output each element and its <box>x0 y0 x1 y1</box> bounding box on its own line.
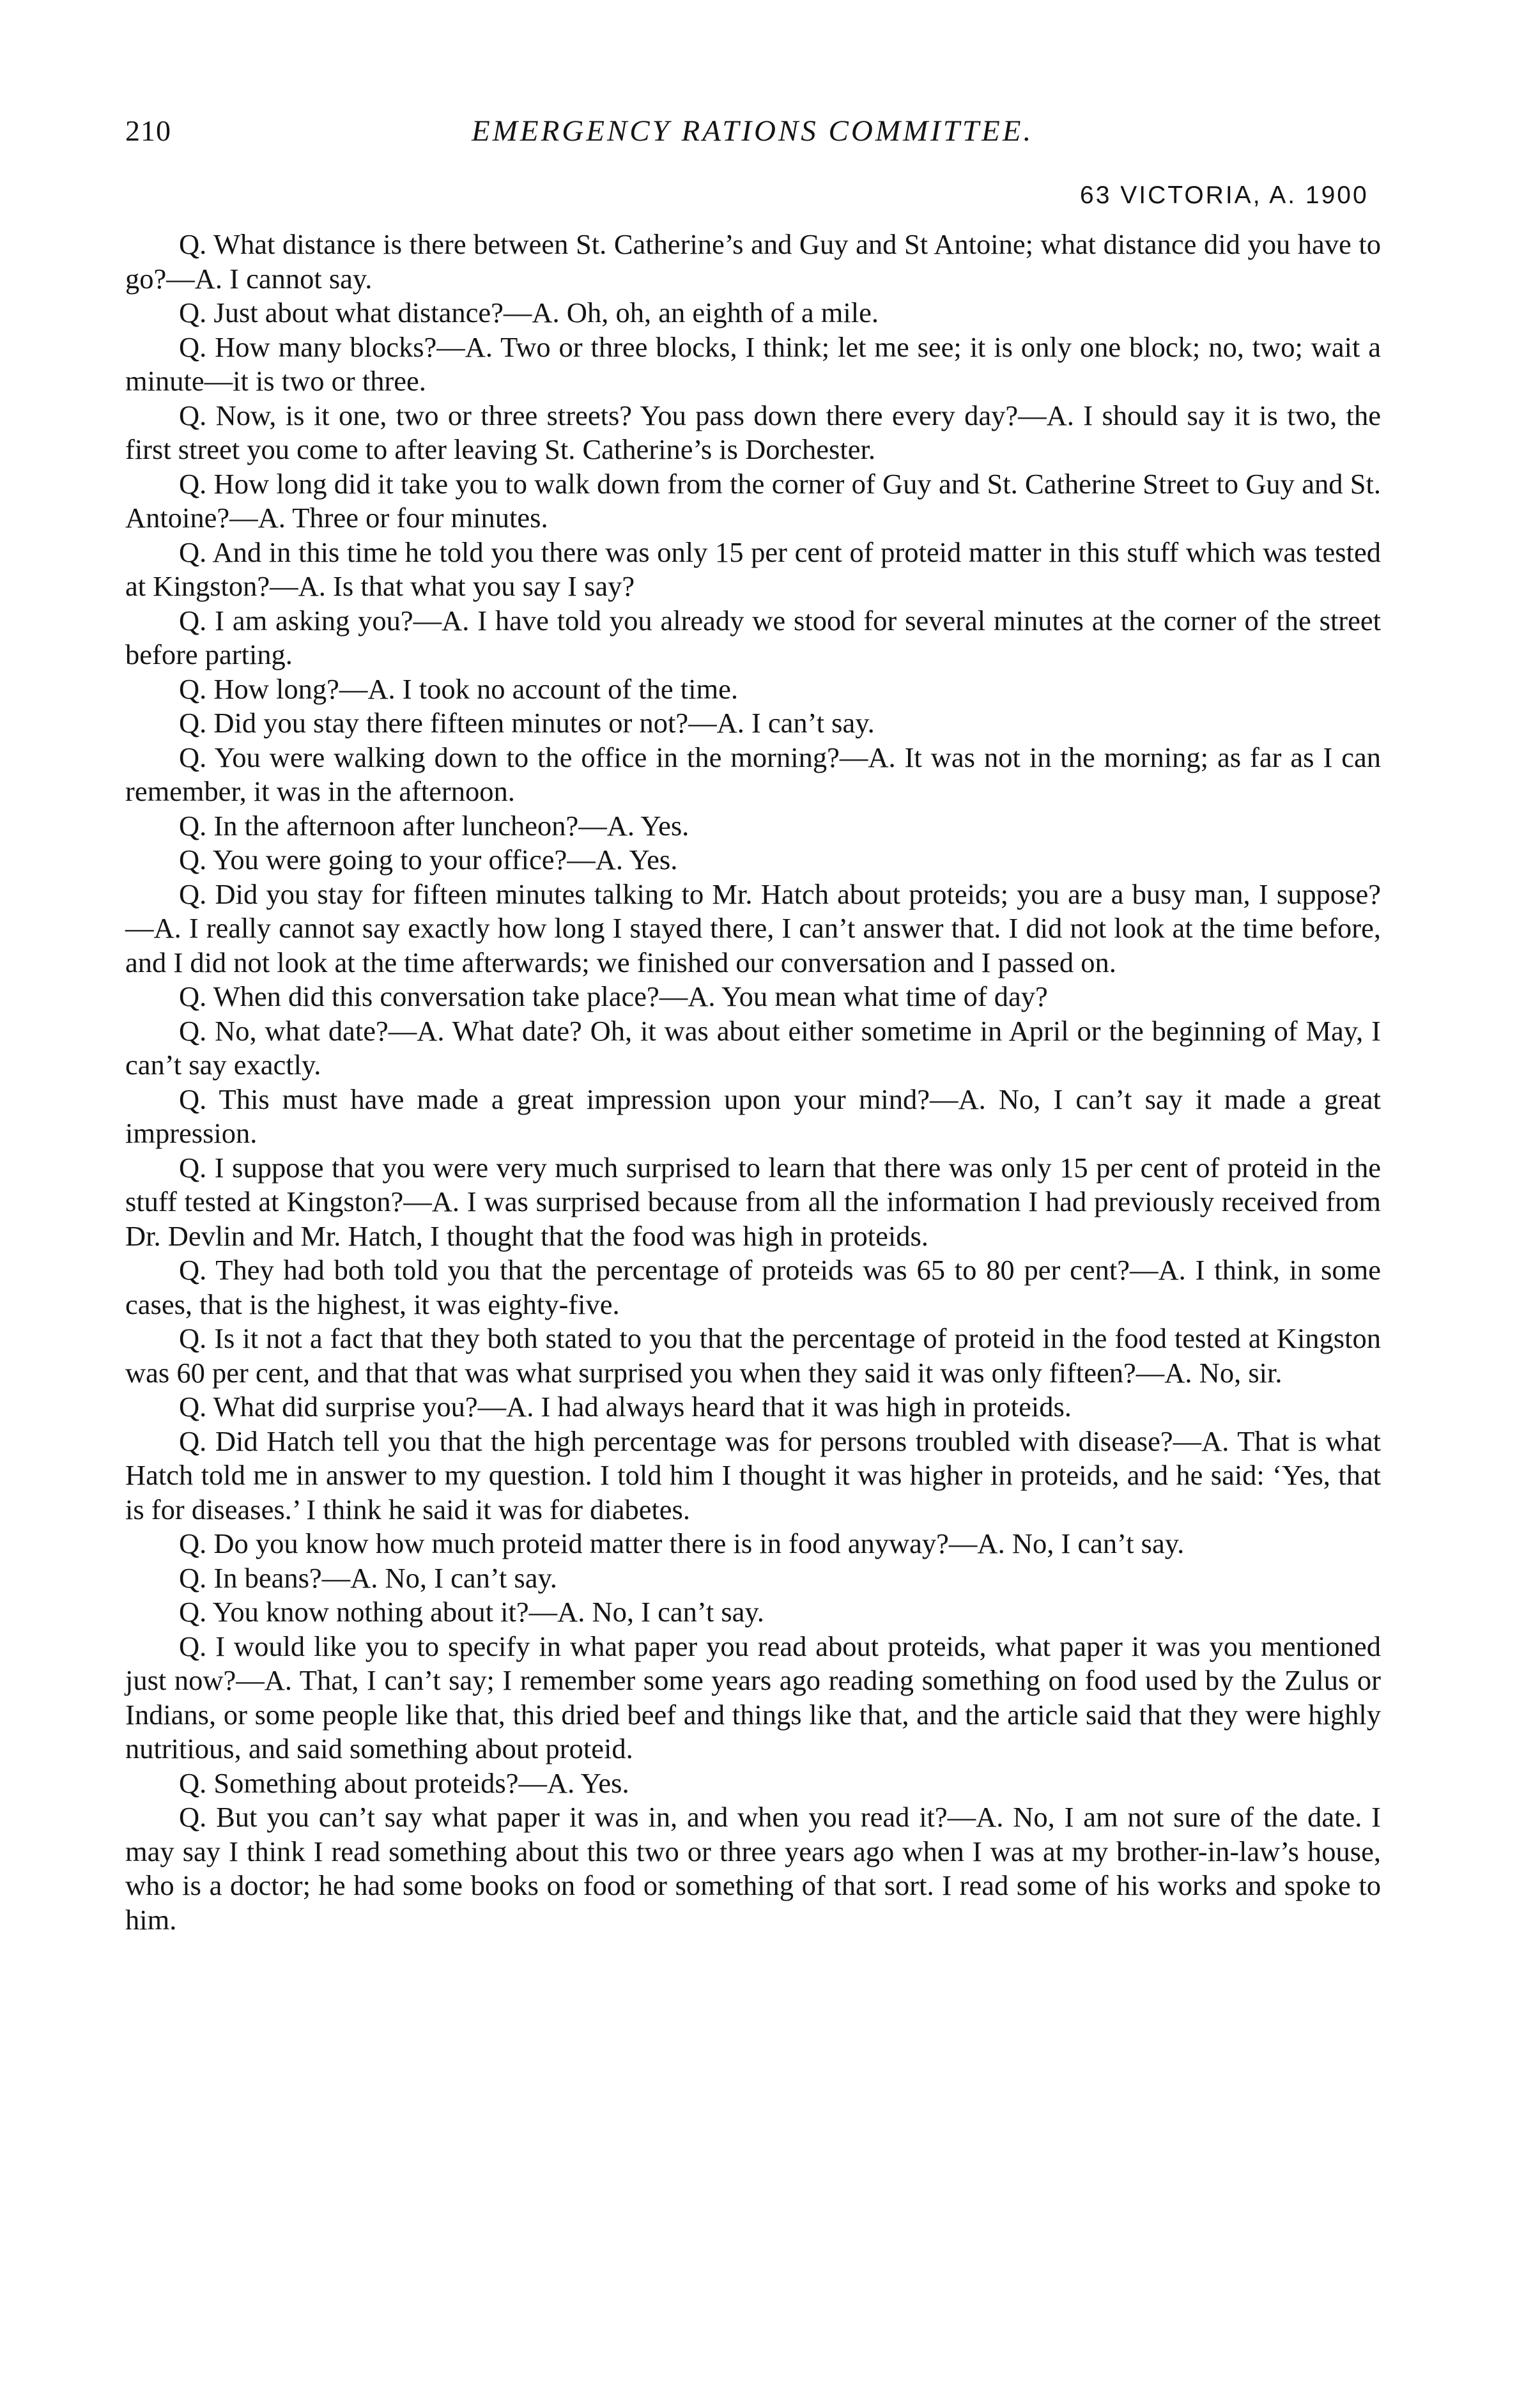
testimony-paragraph: Q. They had both told you that the percentage of proteids was 65 to 80 per cent?—A. I think, in some cases, that is the highest, it was eighty-five. <box>125 1254 1381 1320</box>
page-number: 210 <box>125 114 171 147</box>
testimony-paragraph: Q. I suppose that you were very much surprised to learn that there was only 15 per cent of proteid in the stuff tested at Kingston?—A. I was surprised because from all the information I had previously received from Dr. Devlin and Mr. Hatch, I thought that the food was high in proteids. <box>125 1151 1381 1252</box>
testimony-paragraph: Q. Did Hatch tell you that the high percentage was for persons troubled with disease?—A. That is what Hatch told me in answer to my question. I told him I thought it was higher in proteids, and he said: ‘Yes, that is for diseases.’ I think he said it was for diabetes. <box>125 1425 1381 1525</box>
testimony-paragraph: Q. In the afternoon after luncheon?—A. Yes. <box>179 809 689 842</box>
testimony-paragraph: Q. How many blocks?—A. Two or three blocks, I think; let me see; it is only one block; no, two; wait a minute—it is two or three. <box>125 330 1381 397</box>
testimony-paragraph: Q. What did surprise you?—A. I had always heard that it was high in proteids. <box>179 1391 1072 1423</box>
running-title: EMERGENCY RATIONS COMMITTEE. <box>472 114 1034 148</box>
testimony-paragraph: Q. You were going to your office?—A. Yes. <box>179 844 678 876</box>
testimony-paragraph: Q. But you can’t say what paper it was in, and when you read it?—A. No, I am not sure of the date. I may say I think I read something about this two or three years ago when I was at my brother-in-law’s house, who is a doctor; he had some books on food or something of that sort. I read some of his works and spoke to him. <box>125 1801 1381 1936</box>
testimony-paragraph: Q. Just about what distance?—A. Oh, oh, an eighth of a mile. <box>179 297 879 328</box>
testimony-paragraph: Q. This must have made a great impression upon your mind?—A. No, I can’t say it made a great impression. <box>125 1083 1381 1149</box>
testimony-paragraph: Q. Something about proteids?—A. Yes. <box>179 1766 629 1799</box>
testimony-paragraph: Q. How long did it take you to walk down from the corner of Guy and St. Catherine Street to Guy and St. Antoine?—A. Three or four minutes. <box>125 467 1381 534</box>
testimony-paragraph: Q. What distance is there between St. Catherine’s and Guy and St Antoine; what distance did you have to go?—A. I cannot say. <box>125 228 1381 295</box>
testimony-paragraph: Q. You know nothing about it?—A. No, I can’t say. <box>179 1596 764 1628</box>
testimony-paragraph: Q. Did you stay for fifteen minutes talking to Mr. Hatch about proteids; you are a busy man, I suppose?—A. I really cannot say exactly how long I stayed there, I can’t answer that. I did not look at the time before, and I did not look at the time afterwards; we finished our conversation and I passed on. <box>125 877 1381 978</box>
testimony-paragraph: Q. I am asking you?—A. I have told you already we stood for several minutes at the corner of the street before parting. <box>125 604 1381 670</box>
testimony-paragraph: Q. How long?—A. I took no account of the time. <box>179 672 738 705</box>
session-label: 63 VICTORIA, A. 1900 <box>1080 181 1369 209</box>
testimony-paragraph: Q. Now, is it one, two or three streets? You pass down there every day?—A. I should say it is two, the first street you come to after leaving St. Catherine’s is Dorchester. <box>125 399 1381 465</box>
testimony-body <box>125 228 1381 1937</box>
testimony-paragraph: Q. You were walking down to the office in the morning?—A. It was not in the morning; as far as I can remember, it was in the afternoon. <box>125 741 1381 807</box>
testimony-paragraph: Q. Do you know how much proteid matter there is in food anyway?—A. No, I can’t say. <box>179 1527 1185 1559</box>
testimony-paragraph: Q. Did you stay there fifteen minutes or not?—A. I can’t say. <box>179 707 875 739</box>
testimony-paragraph: Q. No, what date?—A. What date? Oh, it was about either sometime in April or the beginning of May, I can’t say exactly. <box>125 1014 1381 1081</box>
testimony-paragraph: Q. I would like you to specify in what paper you read about proteids, what paper it was you mentioned just now?—A. That, I can’t say; I remember some years ago reading something on food used by the Zulus or Indians, or some people like that, this dried beef and things like that, and the article said that they were highly nutritious, and said something about proteid. <box>125 1630 1381 1765</box>
testimony-paragraph: Q. In beans?—A. No, I can’t say. <box>179 1561 557 1594</box>
testimony-paragraph: Q. When did this conversation take place?—A. You mean what time of day? <box>179 980 1048 1012</box>
testimony-paragraph: Q. And in this time he told you there was only 15 per cent of proteid matter in this stuff which was tested at Kingston?—A. Is that what you say I say? <box>125 536 1381 602</box>
testimony-paragraph: Q. Is it not a fact that they both stated to you that the percentage of proteid in the food tested at Kingston was 60 per cent, and that that was what surprised you when they said it was only fifteen?—A. No, sir. <box>125 1322 1381 1389</box>
